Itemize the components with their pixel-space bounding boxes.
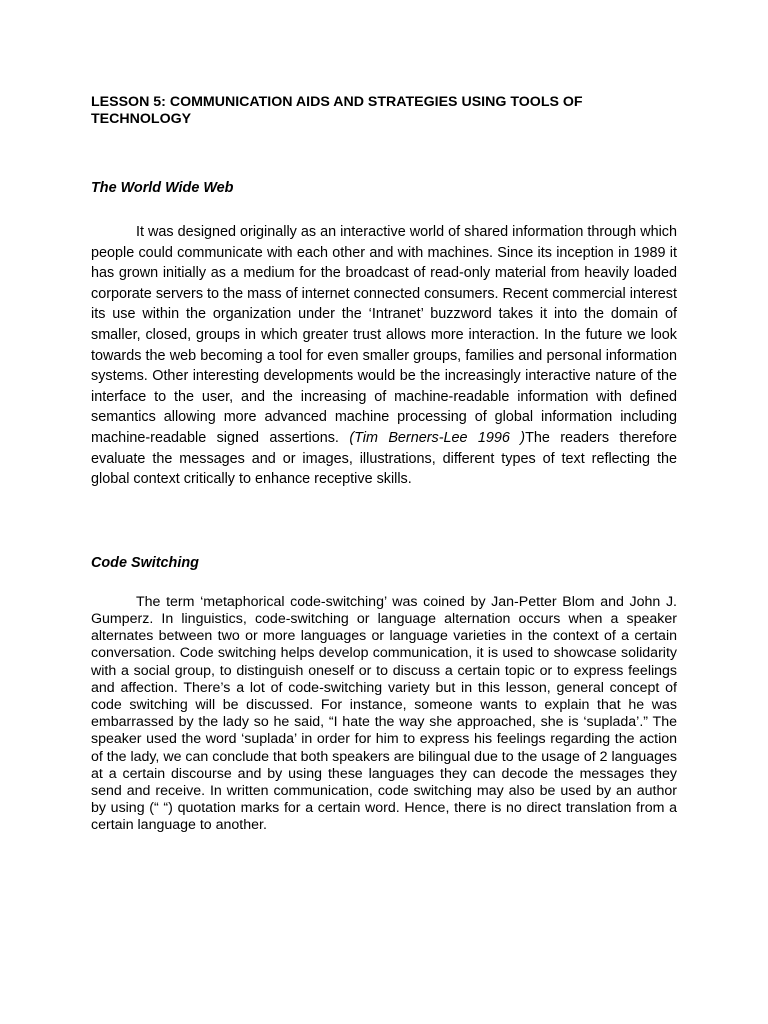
lesson-title: LESSON 5: COMMUNICATION AIDS AND STRATEGIES USING TOOLS OF TECHNOLOGY	[91, 94, 583, 127]
paragraph-text-continued: The readers therefore evaluate the messages and or images, illustrations, different types of text reflecting the global context critically to enhance receptive skills.	[91, 429, 678, 488]
section-heading-code-switching: Code Switching	[91, 554, 199, 571]
section-heading-world-wide-web: The World Wide Web	[91, 180, 234, 196]
section-world-wide-web	[91, 180, 677, 490]
paragraph-text: It was designed originally as an interactive world of shared information through which people could communicate with each other and with machines. Since its inception in 1989 it has grown initially as a medium for the broadcast of read-only material from heavily loaded corporate servers to the mass of internet connected consumers. Recent commercial interest its use within the organization under the ‘Intranet’ buzzword takes it into the domain of smaller, closed, groups in which greater trust allows more interaction. In the future we look towards the web becoming a tool for even smaller groups, families and personal information systems. Other interesting developments would be the increasingly interactive nature of the interface to the user, and the increasing of machine-readable information with defined semantics allowing more advanced machine processing of global information including machine-readable signed assertions.	[91, 224, 677, 446]
paragraph-code-switching: The term ‘metaphorical code-switching’ was coined by Jan-Petter Blom and John J. Gumperz. In linguistics, code-switching or language alternation occurs when a speaker alternates between two or more languages or language varieties in the context of a certain conversation. Code switching helps develop communication, it is used to showcase solidarity with a social group, to distinguish oneself or to discuss a certain topic or to express feelings and affection. There’s a lot of code-switching variety but in this lesson, general concept of code switching will be discussed. For instance, someone wants to explain that he was embarrassed by the lady so he said, “I hate the way she approached, she is ‘suplada’.” The speaker used the word ‘suplada’ in order for him to express his feelings regarding the action of the lady, we can conclude that both speakers are bilingual due to the usage of 2 languages at a certain discourse and by using these languages they can decode the messages they send and receive. In written communication, code switching may also be used by an author by using (“ “) quotation marks for a certain word. Hence, there is no direct translation from a certain language to another.	[91, 593, 677, 834]
citation: (Tim Berners-Lee 1996 )	[349, 429, 526, 446]
paragraph-world-wide-web	[91, 222, 677, 490]
section-code-switching	[91, 555, 677, 835]
document-page	[91, 94, 677, 835]
